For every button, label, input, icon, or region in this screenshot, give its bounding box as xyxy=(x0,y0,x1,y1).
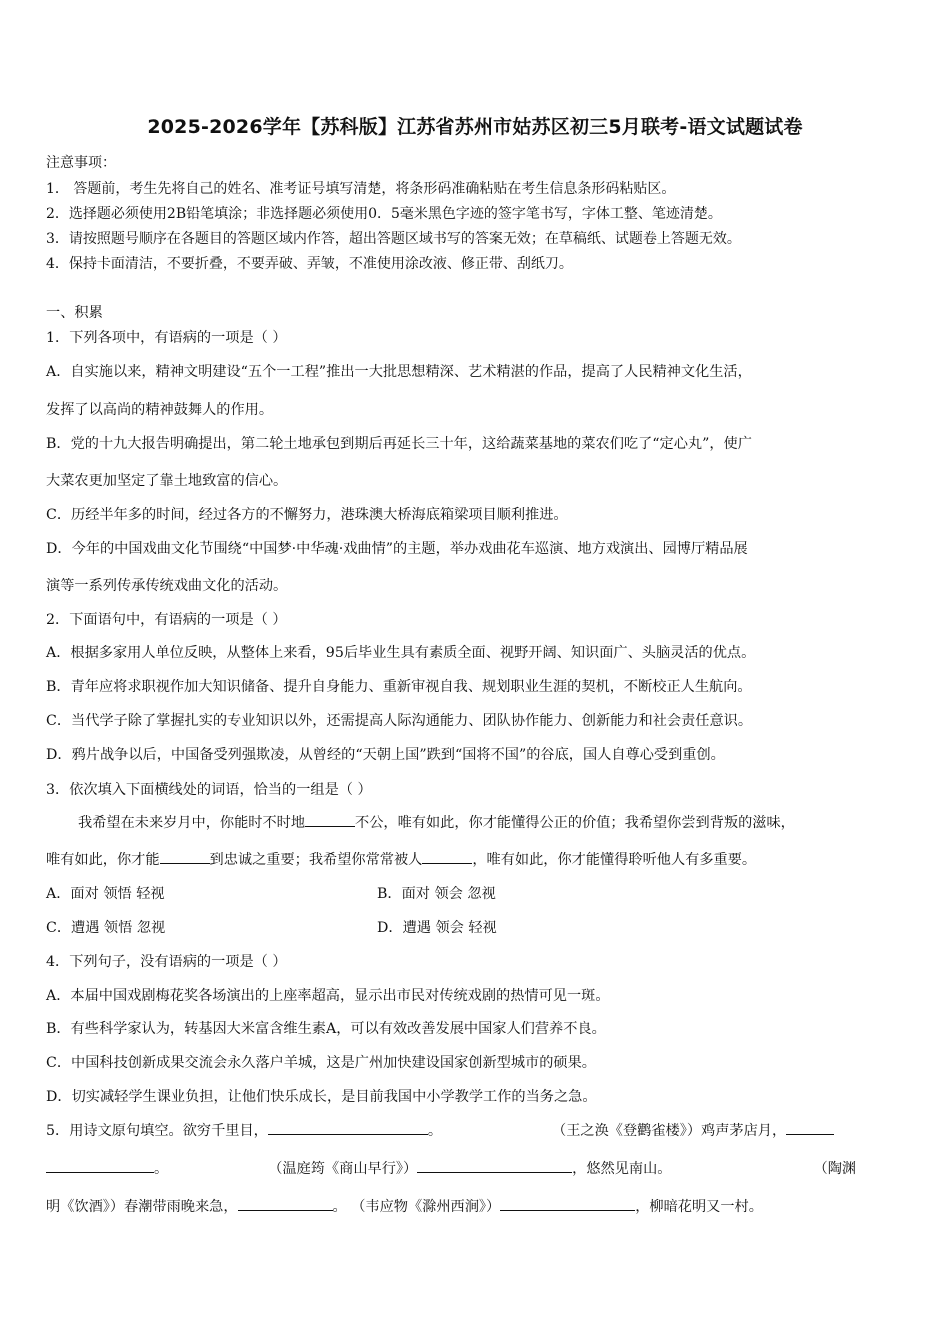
fill-blank[interactable] xyxy=(160,849,210,864)
q2-option-c: C．当代学子除了掌握扎实的专业知识以外，还需提高人际沟通能力、团队协作能力、创新能力和社会责任意识。 xyxy=(46,713,753,729)
question-2-stem: 2．下面语句中，有语病的一项是（ ） xyxy=(46,612,287,628)
fill-blank[interactable] xyxy=(238,1196,333,1211)
q3-option-d: D．遭遇 领会 轻视 xyxy=(377,920,497,936)
q3-option-c: C．遭遇 领悟 忽视 xyxy=(46,920,166,936)
q3-passage-text: ，唯有如此，你才能懂得聆听他人有多重要。 xyxy=(472,852,757,868)
q3-option-b: B．面对 领会 忽视 xyxy=(377,886,496,902)
q5-line-3 xyxy=(46,1196,763,1216)
question-3-stem: 3．依次填入下面横线处的词语，恰当的一组是（ ） xyxy=(46,782,372,798)
q3-passage-line-1 xyxy=(78,812,795,832)
q3-passage-text: 到忠诚之重要；我希望你常常被人 xyxy=(209,852,423,868)
q5-text: 明《饮酒》）春潮带雨晚来急， xyxy=(46,1199,238,1215)
q4-option-a: A．本届中国戏剧梅花奖各场演出的上座率超高，显示出市民对传统戏剧的热情可见一斑。 xyxy=(46,988,610,1004)
q1-option-a: A．自实施以来，精神文明建设“五个一工程”推出一大批思想精深、艺术精湛的作品，提高了人民精神文化生活， xyxy=(46,364,752,380)
q2-option-a: A．根据多家用人单位反映，从整体上来看，95后毕业生具有素质全面、视野开阔、知识面广、头脑灵活的优点。 xyxy=(46,645,756,661)
q5-text: 5．用诗文原句填空。欲穷千里目， xyxy=(46,1123,268,1139)
fill-blank[interactable] xyxy=(786,1120,834,1135)
q5-text: （温庭筠《商山早行》） xyxy=(268,1161,418,1177)
notice-item: 4．保持卡面清洁，不要折叠，不要弄破、弄皱，不准使用涂改液、修正带、刮纸刀。 xyxy=(46,256,573,272)
q5-text: （王之涣《登鹳雀楼》）鸡声茅店月， xyxy=(552,1123,787,1139)
q5-text: ，悠然见南山。 xyxy=(572,1161,672,1177)
q4-option-d: D．切实减轻学生课业负担，让他们快乐成长，是目前我国中小学教学工作的当务之急。 xyxy=(46,1089,597,1105)
q3-passage-text: 不公，唯有如此，你才能懂得公正的价值；我希望你尝到背叛的滋味， xyxy=(355,815,795,831)
question-1-stem: 1．下列各项中，有语病的一项是（ ） xyxy=(46,330,287,346)
q4-option-c: C．中国科技创新成果交流会永久落户羊城，这是广州加快建设国家创新型城市的硕果。 xyxy=(46,1055,596,1071)
q1-option-d-cont: 演等一系列传承传统戏曲文化的活动。 xyxy=(46,578,288,594)
notice-item: 2．选择题必须使用2B铅笔填涂；非选择题必须使用0．5毫米黑色字迹的签字笔书写，字体工整、笔迹清楚。 xyxy=(46,206,722,222)
section-heading: 一、积累 xyxy=(46,305,103,321)
q5-line-2 xyxy=(46,1158,856,1178)
q5-text: 。 xyxy=(427,1123,443,1139)
q3-passage-line-2 xyxy=(46,849,756,869)
page-title: 2025-2026学年【苏科版】江苏省苏州市姑苏区初三5月联考-语文试题试卷 xyxy=(147,116,803,138)
notice-item: 3．请按照题号顺序在各题目的答题区域内作答，超出答题区域书写的答案无效；在草稿纸、试题卷上答题无效。 xyxy=(46,231,741,247)
q3-passage-text: 唯有如此，你才能 xyxy=(46,852,160,868)
q3-option-a: A．面对 领悟 轻视 xyxy=(46,886,165,902)
fill-blank[interactable] xyxy=(417,1158,572,1173)
q5-text: ，柳暗花明又一村。 xyxy=(635,1199,763,1215)
q5-line-1 xyxy=(46,1120,834,1140)
q1-option-c: C．历经半年多的时间，经过各方的不懈努力，港珠澳大桥海底箱梁项目顺利推进。 xyxy=(46,507,568,523)
notice-heading: 注意事项： xyxy=(46,155,116,171)
q2-option-d: D．鸦片战争以后，中国备受列强欺凌，从曾经的“天朝上国”跌到“国将不国”的谷底，国人自尊心受到重创。 xyxy=(46,747,725,763)
notice-item: 1． 答题前，考生先将自己的姓名、准考证号填写清楚，将条形码准确粘贴在考生信息条形码粘贴区。 xyxy=(46,181,676,197)
q1-option-b: B．党的十九大报告明确提出，第二轮土地承包到期后再延长三十年，这给蔬菜基地的菜农们吃了“定心丸”，使广 xyxy=(46,436,752,452)
q3-passage-text: 我希望在未来岁月中，你能时不时地 xyxy=(78,815,306,831)
q1-option-b-cont: 大菜农更加坚定了靠土地致富的信心。 xyxy=(46,473,288,489)
fill-blank[interactable] xyxy=(268,1120,428,1135)
q1-option-d: D．今年的中国戏曲文化节围绕“中国梦·中华魂·戏曲情”的主题，举办戏曲花车巡演、地方戏演出、园博厅精品展 xyxy=(46,541,748,557)
q5-text: 。 xyxy=(154,1161,169,1177)
q5-text: 。 （韦应物《滁州西涧》） xyxy=(332,1199,501,1215)
q5-text: （陶渊 xyxy=(813,1161,857,1177)
question-4-stem: 4．下列句子，没有语病的一项是（ ） xyxy=(46,954,287,970)
q4-option-b: B．有些科学家认为，转基因大米富含维生素A，可以有效改善发展中国家人们营养不良。 xyxy=(46,1021,606,1037)
fill-blank[interactable] xyxy=(305,812,355,827)
q1-option-a-cont: 发挥了以高尚的精神鼓舞人的作用。 xyxy=(46,402,274,418)
fill-blank[interactable] xyxy=(500,1196,635,1211)
fill-blank[interactable] xyxy=(422,849,472,864)
q2-option-b: B．青年应将求职视作加大知识储备、提升自身能力、重新审视自我、规划职业生涯的契机，不断校正人生航向。 xyxy=(46,679,752,695)
fill-blank[interactable] xyxy=(46,1158,154,1173)
